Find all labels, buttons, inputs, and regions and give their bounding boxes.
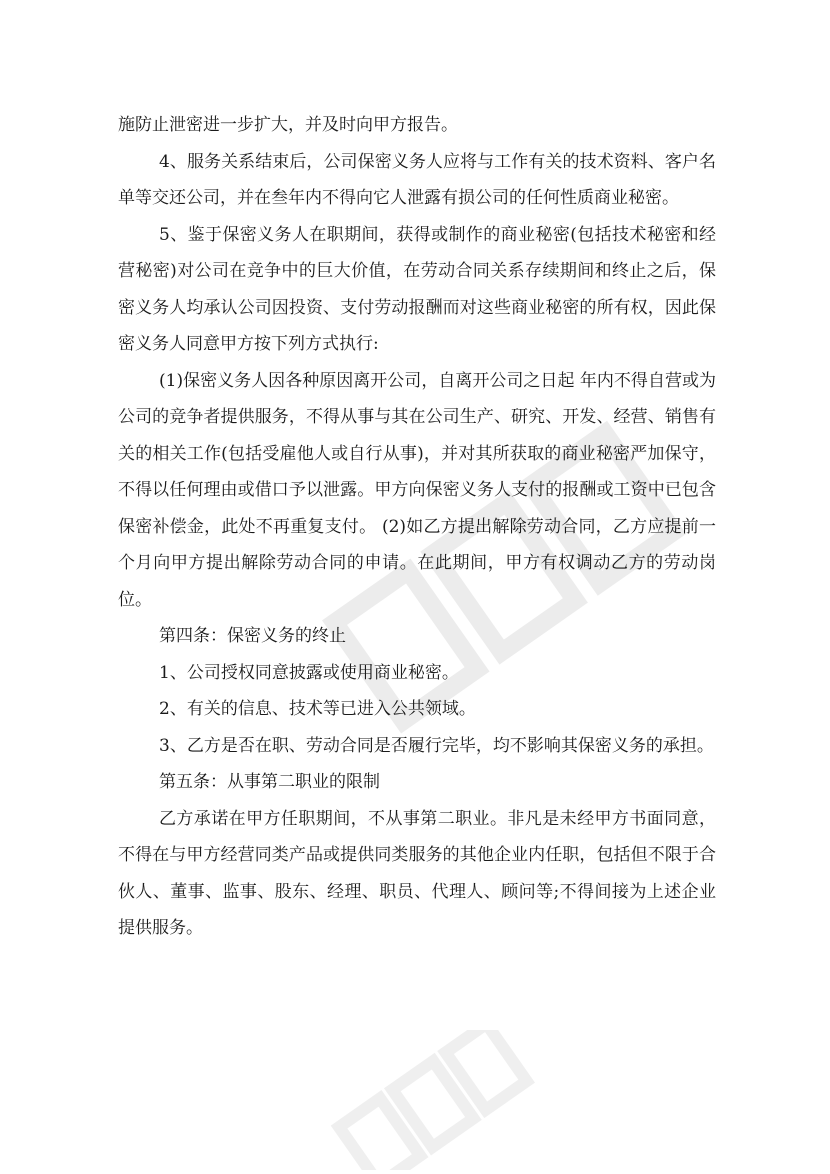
paragraph-continuation: 施防止泄密进一步扩大，并及时向甲方报告。: [118, 115, 458, 135]
paragraph-article-5-body: 乙方承诺在甲方任职期间，不从事第二职业。非凡是未经甲方书面同意，不得在与甲方经营同类产品或提供同类服务的其他企业内任职，包括但不限于合伙人、董事、监事、股东、经理、职员、代理人、顾问等;不得间接为上述企业提供服务。: [118, 808, 716, 938]
document-body: [118, 107, 716, 947]
paragraph-clause-5: 5、鉴于保密义务人在职期间，获得或制作的商业秘密(包括技术秘密和经营秘密)对公司在竞争中的巨大价值，在劳动合同关系存续期间和终止之后，保密义务人均承认公司因投资、支付劳动报酬而对这些商业秘密的所有权，因此保密义务人同意甲方按下列方式执行:: [118, 224, 716, 354]
section-heading-article-5: 第五条：从事第二职业的限制: [159, 772, 380, 792]
section-heading-article-4: 第四条：保密义务的终止: [159, 626, 346, 646]
watermark-logo-bottom: [320, 1030, 540, 1170]
paragraph-article-4-item-2: 2、有关的信息、技术等已进入公共领域。: [159, 699, 476, 719]
paragraph-clause-4: 4、服务关系结束后，公司保密义务人应将与工作有关的技术资料、客户名单等交还公司，并在叁年内不得向它人泄露有损公司的任何性质商业秘密。: [118, 151, 716, 208]
paragraph-article-4-item-3: 3、乙方是否在职、劳动合同是否履行完毕，均不影响其保密义务的承担。: [159, 735, 714, 756]
paragraph-article-4-item-1: 1、公司授权同意披露或使用商业秘密。: [159, 662, 459, 683]
paragraph-subclause-1-2: (1)保密义务人因各种原因离开公司，自离开公司之日起 年内不得自营或为公司的竞争者提供服务，不得从事与其在公司生产、研究、开发、经营、销售有关的相关工作(包括受雇他人或自行从事)，并对其所获取的商业秘密严加保守，不得以任何理由或借口予以泄露。甲方向保密义务人支付的报酬或工资中已包含保密补偿金，此处不再重复支付。 (2)如乙方提出解除劳动合同，乙方应提前一个月向甲方提出解除劳动合同的申请。在此期间，甲方有权调动乙方的劳动岗位。: [118, 370, 716, 610]
